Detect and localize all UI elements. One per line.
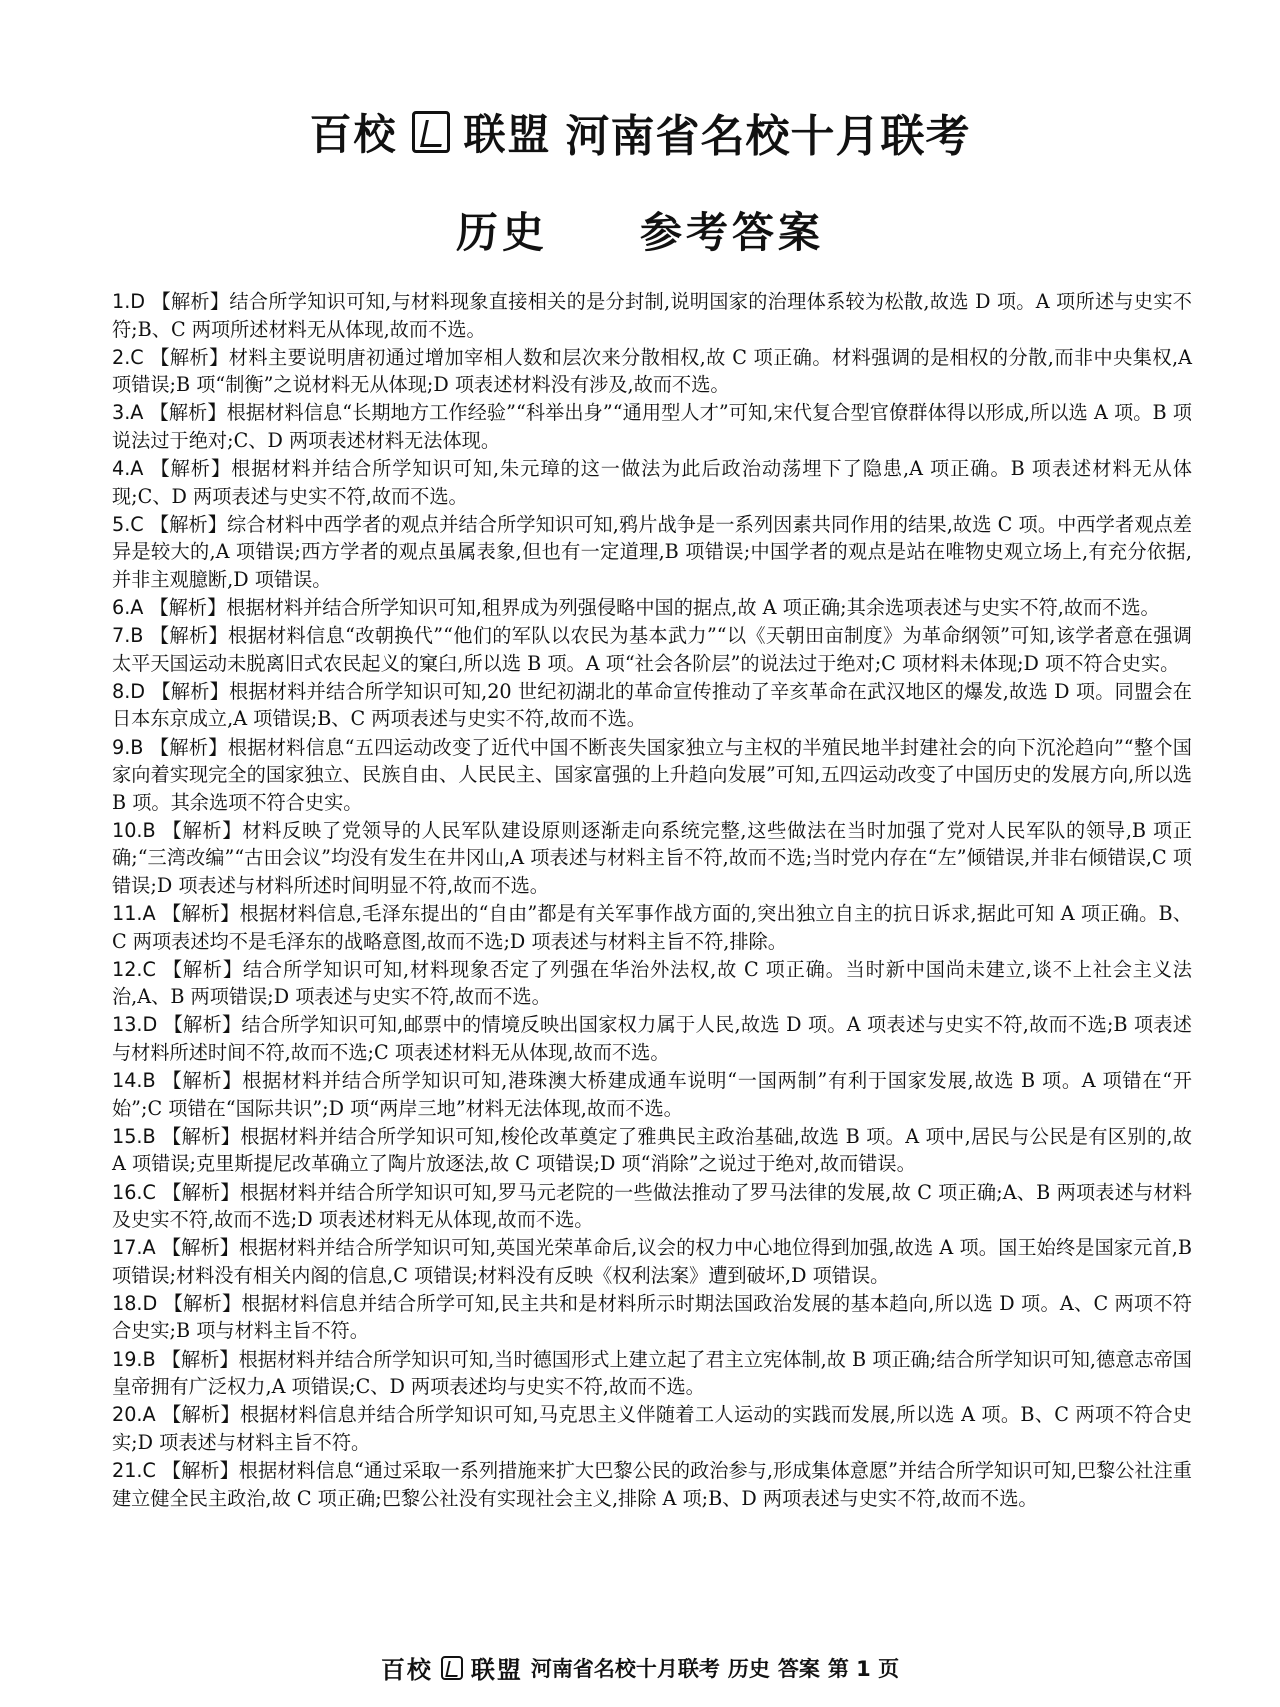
answer-explanation: 【解析】根据材料信息“通过采取一系列措施来扩大巴黎公民的政治参与,形成集体意愿”并结合所学知识可知,巴黎公社注重建立健全民主政治,故 C 项正确;巴黎公社没有实现社会主义,排除 A 项;B、D 两项表述与史实不符,故而不选。: [112, 1458, 1192, 1510]
subject-title: 历史: [455, 208, 548, 257]
answer-explanation: 【解析】根据材料信息并结合所学知识可知,马克思主义伴随着工人运动的实践而发展,所以选 A 项。B、C 两项不符合史实;D 项表述与材料主旨不符。: [112, 1403, 1192, 1454]
page-header: [0, 100, 1280, 260]
answer-item: [112, 956, 1192, 1011]
answer-number: 3.A: [112, 401, 144, 425]
answer-item: [112, 1290, 1192, 1345]
answer-explanation: 【解析】根据材料信息,毛泽东提出的“自由”都是有关军事作战方面的,突出独立自主的抗日诉求,据此可知 A 项正确。B、C 两项表述均不是毛泽东的战略意图,故而不选;D 项表述与材料主旨不符,排除。: [112, 902, 1192, 953]
brand-left: 百校: [309, 110, 398, 159]
answer-number: 13.D: [112, 1013, 158, 1037]
answer-number: 14.B: [112, 1069, 156, 1093]
answer-number: 17.A: [112, 1236, 156, 1260]
footer-seal-logo-icon: [441, 1656, 463, 1680]
answer-number: 19.B: [112, 1347, 156, 1371]
footer-brand-right: 联盟: [470, 1655, 523, 1684]
answer-explanation: 【解析】根据材料并结合所学知识可知,英国光荣革命后,议会的权力中心地位得到加强,故选 A 项。国王始终是国家元首,B 项错误;材料没有相关内阁的信息,C 项错误;材料没有反映《权利法案》遭到破坏,D 项错误。: [112, 1236, 1192, 1287]
answer-explanation: 【解析】根据材料信息“改朝换代”“他们的军队以农民为基本武力”“以《天朝田亩制度》为革命纲领”可知,该学者意在强调太平天国运动未脱离旧式农民起义的窠臼,所以选 B 项。A 项“社会各阶层”的说法过于绝对;C 项材料未体现;D 项不符合史实。: [112, 624, 1192, 675]
exam-title: 河南省名校十月联考: [565, 111, 971, 162]
answer-number: 8.D: [112, 679, 146, 703]
footer-brand-left: 百校: [380, 1655, 433, 1684]
answer-number: 5.C: [112, 512, 144, 536]
answer-explanation: 【解析】根据材料并结合所学知识可知,港珠澳大桥建成通车说明“一国两制”有利于国家发展,故选 B 项。A 项错在“开始”;C 项错在“国际共识”;D 项“两岸三地”材料无法体现,故而不选。: [112, 1069, 1192, 1120]
footer-doc-type: 答案: [777, 1656, 820, 1681]
answer-number: 12.C: [112, 957, 156, 981]
answer-item: [112, 1457, 1192, 1512]
answer-explanation: 【解析】根据材料并结合所学知识可知,当时德国形式上建立起了君主立宪体制,故 B 项正确;结合所学知识可知,德意志帝国皇帝拥有广泛权力,A 项错误;C、D 两项表述均与史实不符,故而不选。: [112, 1347, 1192, 1399]
answer-item: [112, 594, 1192, 622]
answer-number: 4.A: [112, 457, 144, 481]
answer-explanation: 【解析】根据材料并结合所学知识可知,租界成为列强侵略中国的据点,故 A 项正确;其余选项表述与史实不符,故而不选。: [149, 596, 1160, 620]
answer-explanation: 【解析】材料反映了党领导的人民军队建设原则逐渐走向系统完整,这些做法在当时加强了党对人民军队的领导,B 项正确;“三湾改编”“古田会议”均没有发生在井冈山,A 项表述与材料主旨不符,故而不选;当时党内存在“左”倾错误,并非右倾错误,C 项错误;D 项表述与材料所述时间明显不符,故而不选。: [112, 818, 1192, 897]
answer-item: [112, 622, 1192, 677]
answer-item: [112, 678, 1192, 733]
brand-right: 联盟: [463, 110, 552, 159]
answer-item: [112, 817, 1192, 900]
answer-number: 20.A: [112, 1403, 156, 1427]
seal-logo-icon: [412, 111, 450, 153]
answer-explanation: 【解析】材料主要说明唐初通过增加宰相人数和层次来分散相权,故 C 项正确。材料强调的是相权的分散,而非中央集权,A 项错误;B 项“制衡”之说材料无从体现;D 项表述材料没有涉及,故而不选。: [112, 345, 1192, 397]
answer-item: [112, 455, 1192, 510]
answer-number: 10.B: [112, 818, 156, 842]
answer-item: [112, 288, 1192, 343]
answer-item: [112, 511, 1192, 594]
answer-item: [112, 1011, 1192, 1066]
answer-explanation: 【解析】根据材料信息“五四运动改变了近代中国不断丧失国家独立与主权的半殖民地半封建社会的向下沉沦趋向”“整个国家向着实现完全的国家独立、民族自由、人民民主、国家富强的上升趋向发展”可知,五四运动改变了中国历史的发展方向,所以选 B 项。其余选项不符合史实。: [112, 735, 1192, 814]
answer-item: [112, 900, 1192, 955]
answer-number: 9.B: [112, 735, 144, 759]
footer-page-number: 第 1 页: [827, 1656, 900, 1681]
answer-number: 7.B: [112, 624, 144, 648]
footer-subject: 历史: [727, 1656, 770, 1681]
answer-explanation: 【解析】根据材料信息“长期地方工作经验”“科举出身”“通用型人才”可知,宋代复合型官僚群体得以形成,所以选 A 项。B 项说法过于绝对;C、D 两项表述材料无法体现。: [112, 401, 1192, 452]
footer-exam-title: 河南省名校十月联考: [530, 1656, 720, 1681]
answer-number: 2.C: [112, 345, 144, 369]
answer-item: [112, 1123, 1192, 1178]
answer-explanation: 【解析】根据材料并结合所学知识可知,朱元璋的这一做法为此后政治动荡埋下了隐患,A 项正确。B 项表述材料无从体现;C、D 两项表述与史实不符,故而不选。: [112, 457, 1192, 508]
answer-number: 21.C: [112, 1458, 156, 1482]
answer-number: 1.D: [112, 290, 146, 313]
page-footer: [0, 1650, 1280, 1685]
answer-number: 6.A: [112, 596, 144, 620]
answer-explanation: 【解析】根据材料并结合所学知识可知,梭伦改革奠定了雅典民主政治基础,故选 B 项。A 项中,居民与公民是有区别的,故 A 项错误;克里斯提尼改革确立了陶片放逐法,故 C 项错误;D 项“消除”之说过于绝对,故而错误。: [112, 1124, 1192, 1176]
answer-explanation: 【解析】根据材料信息并结合所学可知,民主共和是材料所示时期法国政治发展的基本趋向,所以选 D 项。A、C 两项不符合史实;B 项与材料主旨不符。: [112, 1291, 1192, 1343]
answer-explanation: 【解析】结合所学知识可知,邮票中的情境反映出国家权力属于人民,故选 D 项。A 项表述与史实不符,故而不选;B 项表述与材料所述时间不符,故而不选;C 项表述材料无从体现,故而不选。: [112, 1013, 1192, 1065]
answer-item: [112, 399, 1192, 454]
answer-explanation: 【解析】根据材料并结合所学知识可知,20 世纪初湖北的革命宣传推动了辛亥革命在武汉地区的爆发,故选 D 项。同盟会在日本东京成立,A 项错误;B、C 两项表述与史实不符,故而不选。: [112, 679, 1192, 731]
answer-number: 11.A: [112, 902, 156, 926]
answer-number: 15.B: [112, 1124, 156, 1148]
answer-item: [112, 1179, 1192, 1234]
answer-number: 18.D: [112, 1291, 158, 1315]
answer-item: [112, 1346, 1192, 1401]
answer-explanation: 【解析】根据材料并结合所学知识可知,罗马元老院的一些做法推动了罗马法律的发展,故 C 项正确;A、B 两项表述与材料及史实不符,故而不选;D 项表述材料无从体现,故而不选。: [112, 1180, 1192, 1232]
answer-explanation: 【解析】结合所学知识可知,材料现象否定了列强在华治外法权,故 C 项正确。当时新中国尚未建立,谈不上社会主义法治,A、B 两项错误;D 项表述与史实不符,故而不选。: [112, 957, 1192, 1009]
answer-item: [112, 344, 1192, 399]
answer-item: [112, 1067, 1192, 1122]
doc-type-title: 参考答案: [640, 208, 825, 257]
answer-list: [112, 288, 1192, 1513]
answer-item: [112, 1401, 1192, 1456]
brand-row: [0, 100, 1280, 164]
answer-explanation: 【解析】综合材料中西学者的观点并结合所学知识可知,鸦片战争是一系列因素共同作用的结果,故选 C 项。中西学者观点差异是较大的,A 项错误;西方学者的观点虽属表象,但也有一定道理,B 项错误;中国学者的观点是站在唯物史观立场上,有充分依据,并非主观臆断,D 项错误。: [112, 512, 1192, 591]
subtitle-row: [0, 200, 1280, 260]
answer-number: 16.C: [112, 1180, 156, 1204]
answer-item: [112, 734, 1192, 817]
answer-explanation: 【解析】结合所学知识可知,与材料现象直接相关的是分封制,说明国家的治理体系较为松散,故选 D 项。A 项所述与史实不符;B、C 两项所述材料无从体现,故而不选。: [112, 290, 1192, 341]
answer-item: [112, 1234, 1192, 1289]
